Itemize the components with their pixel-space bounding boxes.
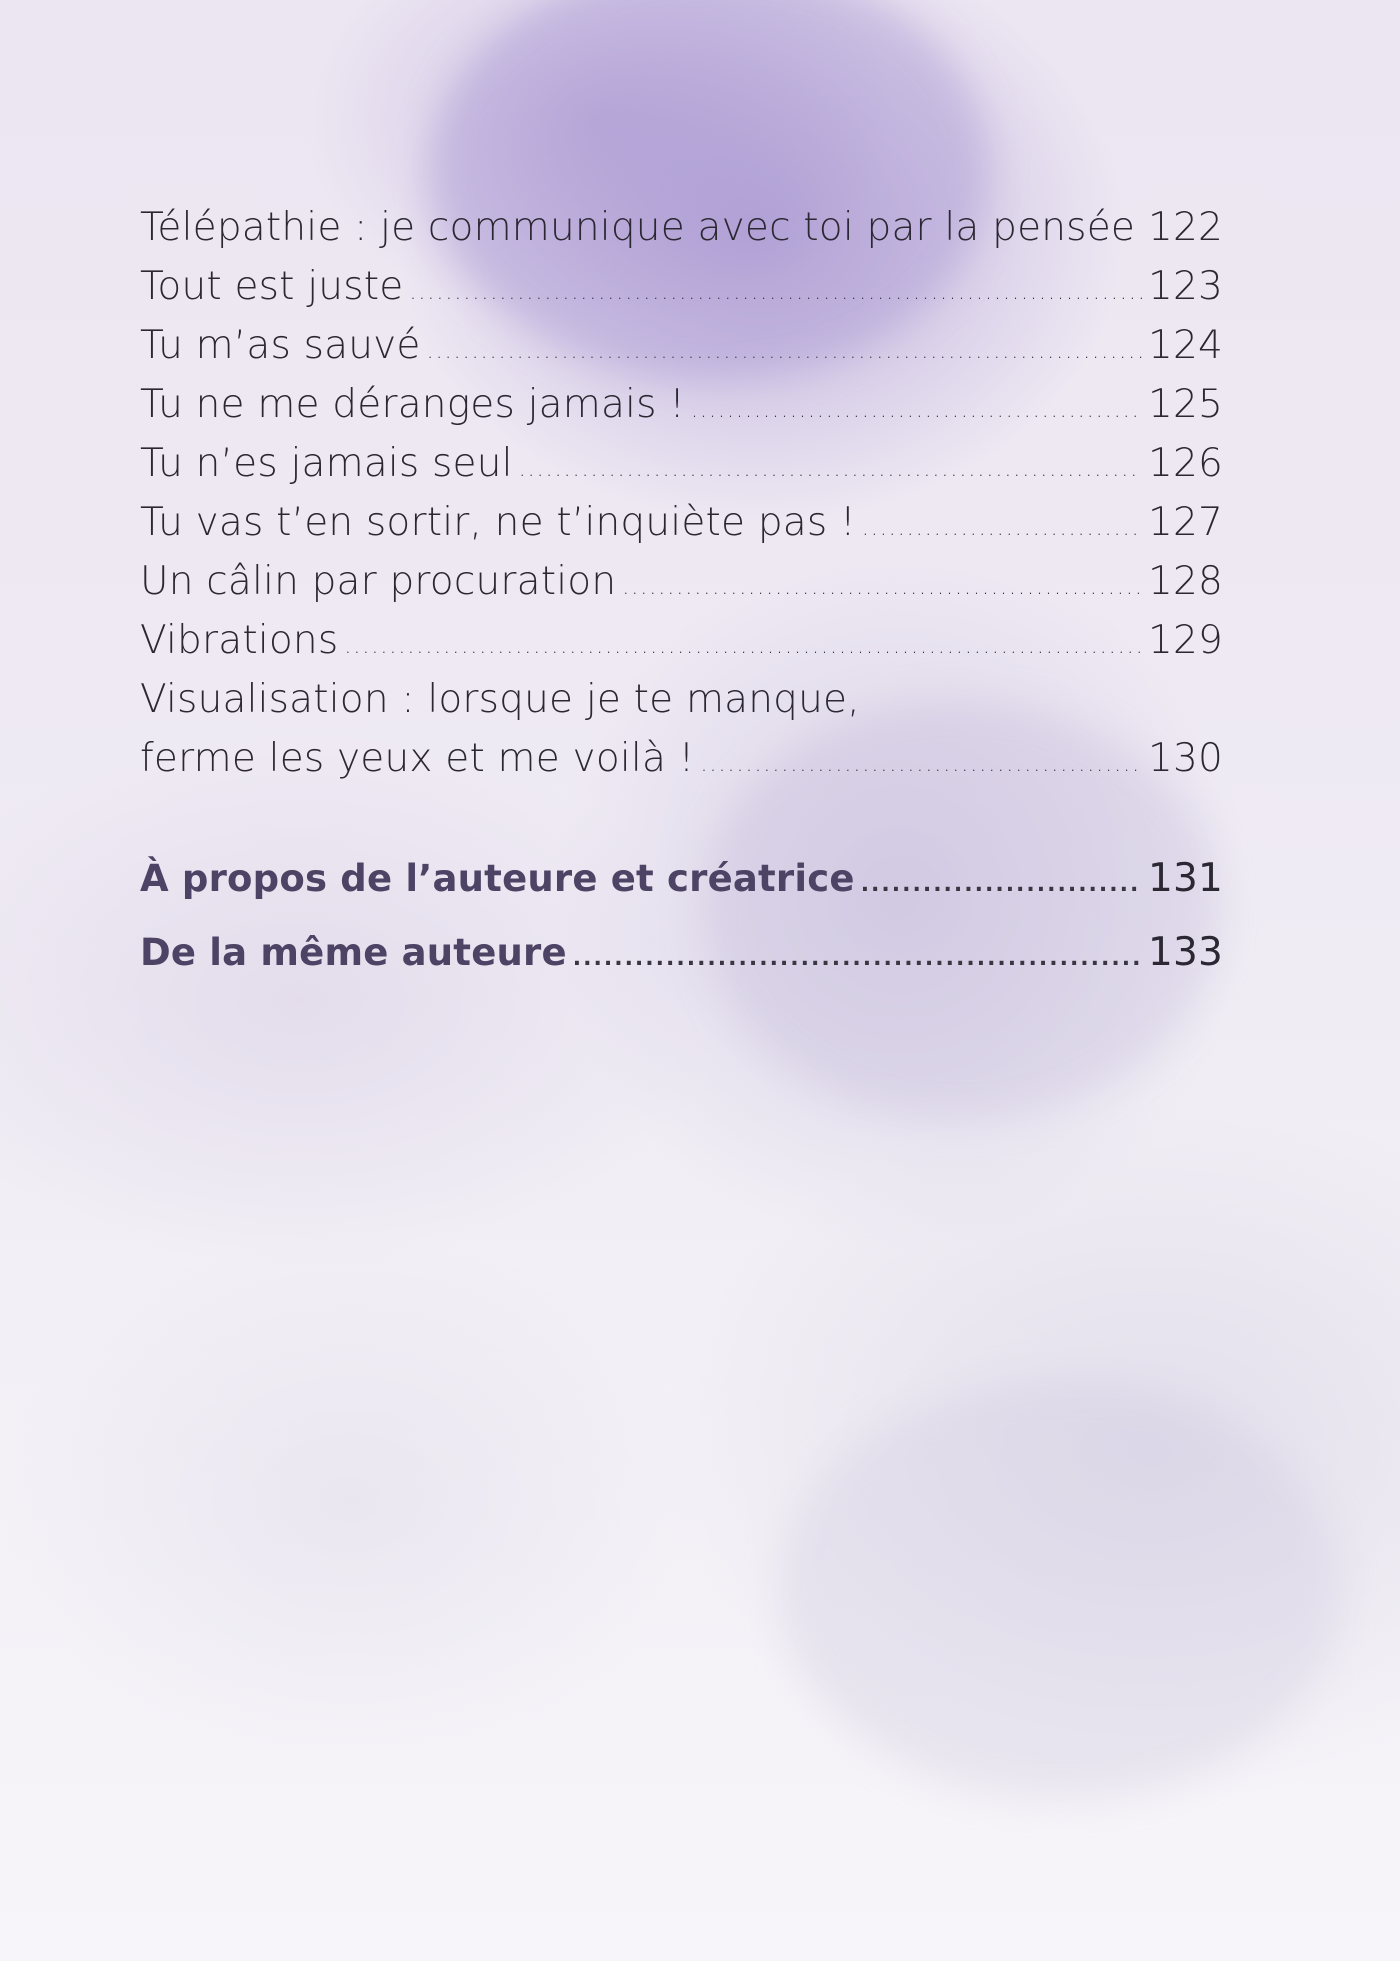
toc-backmatter-entry[interactable] [140, 856, 1223, 930]
toc-entry[interactable] [140, 618, 1223, 677]
toc-leader-dots [862, 516, 1142, 541]
toc-backmatter-entry[interactable] [140, 930, 1223, 1004]
toc-entry-title: ferme les yeux et me voilà ! [140, 736, 695, 781]
toc-leader-dots [622, 575, 1142, 600]
toc-entry-title: Tu m’as sauvé [140, 323, 421, 368]
toc-entry-page: 130 [1147, 736, 1223, 781]
toc-leader-dots [427, 339, 1142, 364]
toc-entry-title: De la même auteure [140, 931, 567, 974]
section-spacer [140, 795, 1223, 856]
toc-entry-title: Télépathie : je communique avec toi par la pensée [140, 205, 1136, 250]
toc-entry[interactable] [140, 323, 1223, 382]
watercolor-wash-bottom [780, 1380, 1340, 1800]
toc-entry[interactable] [140, 441, 1223, 500]
toc-leader-dots [409, 280, 1142, 305]
toc-entry-page: 128 [1147, 559, 1223, 604]
toc-entry-page: 127 [1147, 500, 1223, 545]
toc-entry[interactable] [140, 264, 1223, 323]
toc-entry-title: Tu n’es jamais seul [140, 441, 513, 486]
toc-leader-dots [700, 752, 1141, 777]
toc-entry-title: À propos de l’auteure et créatrice [140, 857, 855, 900]
toc-leader-dots [519, 457, 1142, 482]
toc-entry-page: 125 [1147, 382, 1223, 427]
toc-leader-dots [344, 634, 1142, 659]
table-of-contents [140, 205, 1223, 1004]
toc-entry-line1[interactable] [140, 677, 1223, 736]
toc-entry-page: 122 [1147, 205, 1223, 250]
toc-entry-title: Tu vas t’en sortir, ne t’inquiète pas ! [140, 500, 856, 545]
toc-entry-title: Un câlin par procuration [140, 559, 617, 604]
toc-entry[interactable] [140, 205, 1223, 264]
toc-leader-dots [573, 946, 1142, 971]
toc-entry-page: 129 [1147, 618, 1223, 663]
toc-leader-dots [691, 398, 1142, 423]
toc-entry-page: 126 [1147, 441, 1223, 486]
toc-entry-line2[interactable] [140, 736, 1223, 795]
toc-entry[interactable] [140, 382, 1223, 441]
toc-entry-page: 131 [1147, 856, 1223, 901]
toc-entry-page: 133 [1147, 930, 1223, 975]
toc-leader-dots [861, 872, 1142, 897]
toc-entry-title: Vibrations [140, 618, 339, 663]
toc-entry[interactable] [140, 500, 1223, 559]
toc-entry-page: 123 [1147, 264, 1223, 309]
toc-entry-title: Visualisation : lorsque je te manque, [140, 677, 860, 722]
toc-entry-title: Tu ne me déranges jamais ! [140, 382, 686, 427]
toc-entry-title: Tout est juste [140, 264, 404, 309]
toc-entry[interactable] [140, 559, 1223, 618]
toc-entry-page: 124 [1147, 323, 1223, 368]
